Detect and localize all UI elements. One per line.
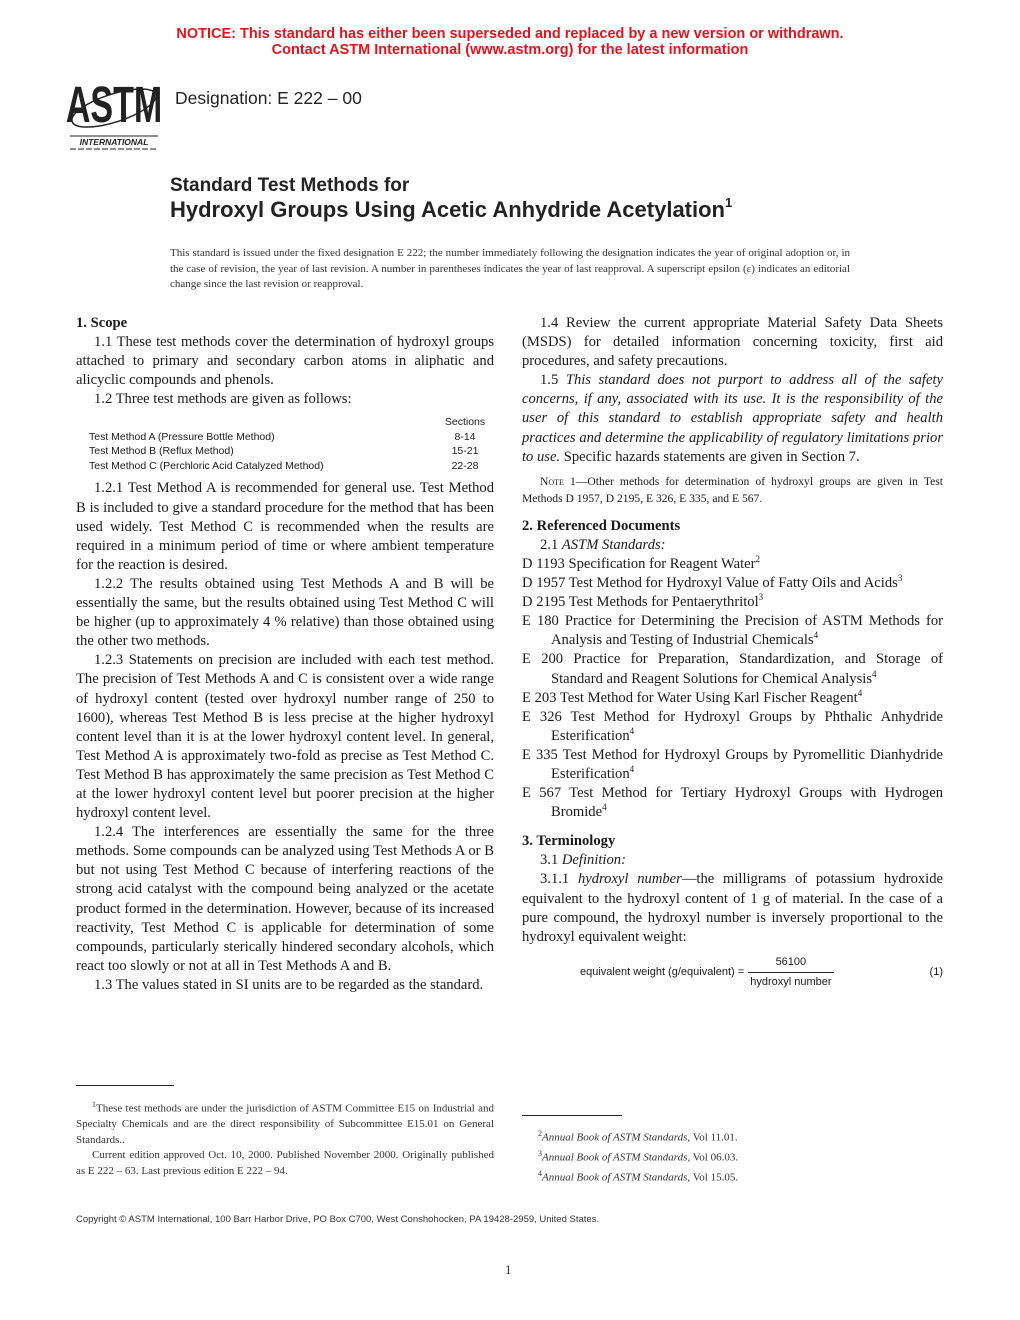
para-1-2-1: 1.2.1 Test Method A is recommended for general use. Test Method B is included to give a standard procedure for the method that has been used widely. Test Method C is recommended when the results are required in a minimum period of time or where ambient temperature for the reaction is desired. bbox=[76, 480, 494, 573]
reference-item: E 326 Test Method for Hydroxyl Groups by Phthalic Anhydride Esterification$^4$ bbox=[522, 708, 943, 744]
footnote-3: $^3$Annual Book of ASTM Standards, Vol 06.03. bbox=[538, 1149, 739, 1164]
note-1: Note 1—Other methods for determination of hydroxyl groups are given in Test Methods D 1957, D 2195, E 326, E 335, and E 567. bbox=[522, 474, 943, 505]
footnote-1: $^1$These test methods are under the jurisdiction of ASTM Committee E15 on Industrial and Specialty Chemicals and are the direct responsibility of Subcommittee E15.01 on General Standards.. bbox=[76, 1100, 494, 1146]
notice-line-2: Contact ASTM International (www.astm.org) for the latest information bbox=[271, 42, 749, 58]
para-1-2-2: 1.2.2 The results obtained using Test Methods A and B will be essentially the same, but the results obtained using Test Method C will be higher (up to approximately 4 % relative) than those obtained using the other two methods. bbox=[76, 575, 494, 650]
para-1-1: 1.1 These test methods cover the determination of hydroxyl groups attached to primary and secondary carbon atoms in aliphatic and alicyclic compounds and phenols. bbox=[76, 334, 494, 389]
equation-fraction bbox=[748, 953, 833, 992]
page-number: 1 bbox=[505, 1262, 512, 1277]
equation-lhs: equivalent weight (g/equivalent) = bbox=[580, 965, 745, 978]
right-column bbox=[522, 314, 943, 992]
reference-item: D 1957 Test Method for Hydroxyl Value of Fatty Oils and Acids$^3$ bbox=[522, 573, 903, 592]
reference-item: E 180 Practice for Determining the Precision of ASTM Methods for Analysis and Testing of Industrial Chemicals$^4$ bbox=[522, 613, 943, 649]
footnotes-left bbox=[76, 1097, 494, 1179]
svg-text:INTERNATIONAL: INTERNATIONAL bbox=[79, 137, 149, 147]
notice-line-1: NOTICE: This standard has either been superseded and replaced by a new version or withdrawn. bbox=[176, 26, 844, 42]
equation-number: (1) bbox=[929, 965, 943, 978]
para-1-2: 1.2 Three test methods are given as follows: bbox=[94, 391, 352, 408]
copyright: Copyright © ASTM International, 100 Barr Harbor Drive, PO Box C700, West Conshohocken, PA 19428-2959, United States. bbox=[76, 1214, 600, 1225]
para-1-4: 1.4 Review the current appropriate Material Safety Data Sheets (MSDS) for detailed information concerning toxicity, first aid procedures, and safety precautions. bbox=[522, 315, 943, 370]
definition-label: 3.1 Definition: bbox=[540, 852, 626, 869]
footnote-4: $^4$Annual Book of ASTM Standards, Vol 15.05. bbox=[538, 1169, 739, 1184]
reference-item: D 2195 Test Methods for Pentaerythritol$^3$ bbox=[522, 592, 764, 611]
equation-1 bbox=[522, 953, 943, 992]
methods-header: Sections bbox=[444, 416, 486, 429]
section-heading-scope: 1. Scope bbox=[76, 315, 128, 331]
para-1-2-4: 1.2.4 The interferences are essentially the same for the three methods. Some compounds can be analyzed using Test Methods A or B but not using Test Method C because of interfering reactions of the strong acid catalyst with the compound being analyzed or the acetate product formed in the determination. However, because of its increased reactivity, Test Method C is applicable for determination of some compounds, particularly sterically hindered secondary alcohols, which react too slowly or not at all in Test Methods A and B. bbox=[76, 824, 494, 974]
equation-denominator: hydroxyl number bbox=[748, 972, 833, 992]
withdrawn-notice bbox=[0, 26, 1020, 58]
title-line-1: Standard Test Methods for bbox=[170, 175, 410, 196]
reference-item: E 200 Practice for Preparation, Standardization, and Storage of Standard and Reagent Solutions for Chemical Analysis$^4$ bbox=[522, 651, 943, 687]
footnotes-right bbox=[522, 1126, 943, 1186]
reference-item: E 567 Test Method for Tertiary Hydroxyl Groups with Hydrogen Bromide$^4$ bbox=[522, 785, 943, 821]
methods-row: Test Method C (Perchloric Acid Catalyzed Method) 22-28 bbox=[89, 459, 479, 472]
astm-logo bbox=[66, 74, 162, 154]
svg-text:ASTM: ASTM bbox=[66, 77, 162, 134]
reference-item: D 1193 Specification for Reagent Water$^2$ bbox=[522, 554, 760, 572]
footnote-mark: 1 bbox=[725, 195, 733, 210]
methods-row: Test Method B (Reflux Method) 15-21 bbox=[89, 445, 479, 458]
title-line-2: Hydroxyl Groups Using Acetic Anhydride Acetylation$^1$ bbox=[170, 195, 733, 222]
para-1-2-3: 1.2.3 Statements on precision are included with each test method. The precision of Test Methods A and C is consistent over a wide range of hydroxyl content (tested over hydroxyl number range of 250 to 1600), whereas Test Method B is less precise at the higher hydroxyl content level than it is at the lower hydroxyl content level. In general, Test Method A is approximately two-fold as precise as Test Method C. Test Method B has approximately the same precision as Test Method C at the lower hydroxyl content level but poorer precision at the higher hydroxyl content level. bbox=[76, 652, 494, 822]
astm-logo-icon bbox=[66, 74, 162, 154]
para-1-5: 1.5 This standard does not purport to address all of the safety concerns, if any, associated with its use. It is the responsibility of the user of this standard to establish appropriate safety and health practices and determine the applicability of regulatory limitations prior to use. Specific hazards statements are given in Section 7. bbox=[522, 372, 943, 465]
methods-row: Test Method A (Pressure Bottle Method) 8-14 bbox=[89, 430, 476, 443]
section-heading-referenced-documents: 2. Referenced Documents bbox=[522, 517, 681, 534]
reference-item: E 335 Test Method for Hydroxyl Groups by Pyromellitic Dianhydride Esterification$^4$ bbox=[522, 746, 943, 782]
issued-statement: This standard is issued under the fixed designation E 222; the number immediately following the designation indicates the year of original adoption or, in the case of revision, the year of last revision. A number in parentheses indicates the year of last reapproval. A superscript epsilon (ε) indicates an editorial change since the last revision or reapproval. bbox=[170, 247, 850, 290]
reference-item: E 203 Test Method for Water Using Karl Fischer Reagent$^4$ bbox=[522, 687, 863, 706]
footnote-rule-left bbox=[76, 1085, 174, 1086]
methods-table bbox=[89, 415, 489, 473]
section-heading-terminology: 3. Terminology bbox=[522, 833, 616, 850]
left-column bbox=[76, 314, 494, 995]
designation: Designation: E 222 – 00 bbox=[175, 88, 362, 108]
definition-hydroxyl-number: 3.1.1 hydroxyl number—the milligrams of potassium hydroxide equivalent to the hydroxyl content of 1 g of material. In the case of a pure compound, the hydroxyl number is inversely proportional to the hydroxyl equivalent weight: bbox=[522, 871, 943, 945]
footnote-rule-right bbox=[522, 1115, 622, 1116]
astm-standards-label: 2.1 ASTM Standards: bbox=[540, 536, 666, 553]
para-1-3: 1.3 The values stated in SI units are to be regarded as the standard. bbox=[94, 976, 484, 993]
footnote-edition: Current edition approved Oct. 10, 2000. Published November 2000. Originally published as E 222 – 63. Last previous edition E 222 – 94. bbox=[76, 1149, 494, 1177]
equation-numerator: 56100 bbox=[775, 955, 807, 968]
footnote-2: $^2$Annual Book of ASTM Standards, Vol 11.01. bbox=[538, 1129, 738, 1144]
